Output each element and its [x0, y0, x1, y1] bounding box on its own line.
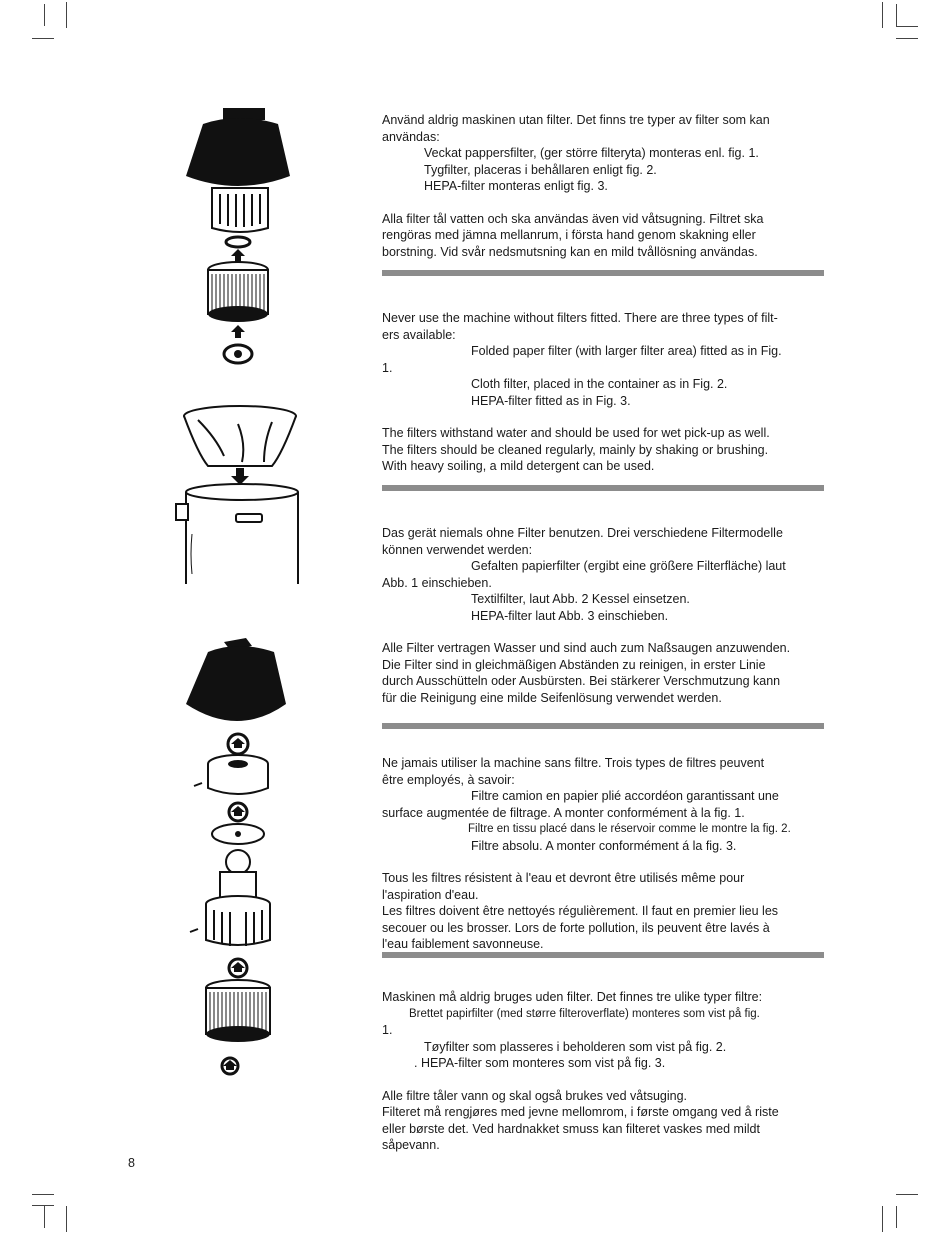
list-item: Folded paper filter (with larger filter area) fitted as in Fig. — [471, 344, 782, 358]
section-norwegian — [382, 989, 827, 1154]
text-line: secouer ou les brosser. Lors de forte pollution, ils peuvent être lavés à — [382, 920, 770, 935]
crop-mark — [896, 4, 897, 26]
text-line: können verwendet werden: — [382, 542, 533, 557]
list-item: HEPA-filter monteras enligt fig. 3. — [424, 179, 608, 193]
text-line: Alle filtre tåler vann og skal også brukes ved våtsuging. — [382, 1088, 688, 1103]
crop-mark — [896, 38, 918, 39]
text-line: Les filtres doivent être nettoyés régulièrement. Il faut en premier lieu les — [382, 904, 779, 918]
text-line: Använd aldrig maskinen utan filter. Det finns tre typer av filter som kan — [382, 113, 770, 127]
text-line: rengöras med jämna mellanrum, i första hand genom skakning eller — [382, 228, 756, 242]
text-line: användas: — [382, 129, 440, 144]
section-divider — [382, 270, 824, 276]
crop-mark — [896, 1206, 897, 1228]
list-item: HEPA-filter fitted as in Fig. 3. — [471, 393, 631, 408]
crop-mark — [44, 1206, 45, 1228]
section-french — [382, 755, 827, 953]
page-number: 8 — [128, 1156, 135, 1170]
fig1-paper-filter-illustration — [178, 104, 298, 374]
text-line: surface augmentée de filtrage. A monter conformément à la fig. 1. — [382, 805, 745, 820]
list-item: Tygfilter, placeras i behållaren enligt fig. 2. — [424, 162, 657, 177]
list-item: Filtre absolu. A monter conformément á la fig. 3. — [471, 838, 737, 853]
text-line: eller børste det. Ved hardnakket smuss kan filteret vaskes med mildt — [382, 1121, 760, 1136]
text-line: Ne jamais utiliser la machine sans filtre. Trois types de filtres peuvent — [382, 756, 765, 770]
crop-mark — [44, 4, 45, 26]
list-item: Brettet papirfilter (med større filteroverflate) monteres som vist på fig. — [409, 1007, 760, 1020]
text-line: Die Filter sind in gleichmäßigen Abständen zu reinigen, in erster Linie — [382, 657, 766, 672]
text-line: ers available: — [382, 327, 456, 342]
crop-mark — [896, 26, 918, 27]
text-line: Maskinen må aldrig bruges uden filter. Det finnes tre ulike typer filtre: — [382, 990, 763, 1004]
list-item: Filtre camion en papier plié accordéon garantissant une — [471, 789, 779, 803]
section-english — [382, 310, 827, 475]
text-line: borstning. Vid svår nedsmutsning kan en mild tvållösning användas. — [382, 244, 758, 259]
crop-mark — [32, 1194, 54, 1195]
text-line: Filteret må rengjøres med jevne mellomrom, i første omgang ved å riste — [382, 1105, 779, 1119]
text-line: Das gerät niemals ohne Filter benutzen. Drei verschiedene Filtermodelle — [382, 526, 783, 540]
text-line: The filters withstand water and should be used for wet pick-up as well. — [382, 426, 770, 440]
crop-mark — [66, 1206, 67, 1232]
list-item: Filtre en tissu placé dans le réservoir comme le montre la fig. 2. — [468, 823, 791, 835]
crop-mark — [32, 38, 54, 39]
text-line: 1. — [382, 1023, 393, 1037]
section-german — [382, 525, 827, 706]
section-divider — [382, 723, 824, 729]
text-line: With heavy soiling, a mild detergent can be used. — [382, 459, 655, 473]
list-item: Gefalten papierfilter (ergibt eine größere Filterfläche) laut — [471, 559, 786, 573]
text-line: såpevann. — [382, 1138, 440, 1152]
text-line: Tous les filtres résistent à l'eau et devront être utilisés même pour — [382, 871, 745, 885]
text-line: l'aspiration d'eau. — [382, 887, 479, 902]
crop-mark — [66, 2, 67, 28]
list-item: HEPA-filter laut Abb. 3 einschieben. — [471, 608, 669, 623]
text-line: Alla filter tål vatten och ska användas även vid våtsugning. Filtret ska — [382, 211, 764, 226]
list-item: Cloth filter, placed in the container as in Fig. 2. — [471, 377, 728, 391]
list-item: Veckat pappersfilter, (ger större filteryta) monteras enl. fig. 1. — [424, 146, 759, 160]
list-item: Textilfilter, laut Abb. 2 Kessel einsetzen. — [471, 592, 690, 606]
text-line: Abb. 1 einschieben. — [382, 575, 492, 590]
text-line: The filters should be cleaned regularly, mainly by shaking or brushing. — [382, 442, 769, 457]
crop-mark — [882, 2, 883, 28]
fig2-cloth-filter-illustration — [168, 404, 308, 589]
text-line: Alle Filter vertragen Wasser und sind auch zum Naßsaugen anzuwenden. — [382, 641, 791, 655]
text-line: l'eau faiblement savonneuse. — [382, 937, 544, 951]
text-line: 1. — [382, 360, 393, 375]
crop-mark — [896, 1194, 918, 1195]
fig3-hepa-filter-illustration — [178, 634, 302, 1084]
list-item: Tøyfilter som plasseres i beholderen som vist på fig. 2. — [424, 1039, 727, 1054]
text-line: durch Ausschütteln oder Ausbürsten. Bei stärkerer Verschmutzung kann — [382, 674, 781, 688]
section-divider — [382, 952, 824, 958]
text-line: être employés, à savoir: — [382, 772, 515, 787]
text-line: Never use the machine without filters fitted. There are three types of filt- — [382, 311, 778, 325]
section-divider — [382, 485, 824, 491]
list-item: . HEPA-filter som monteres som vist på fig. 3. — [414, 1056, 666, 1070]
text-line: für die Reinigung eine milde Seifenlösung verwendet werden. — [382, 690, 722, 705]
section-swedish — [382, 112, 827, 260]
crop-mark — [32, 1205, 54, 1206]
crop-mark — [882, 1206, 883, 1232]
